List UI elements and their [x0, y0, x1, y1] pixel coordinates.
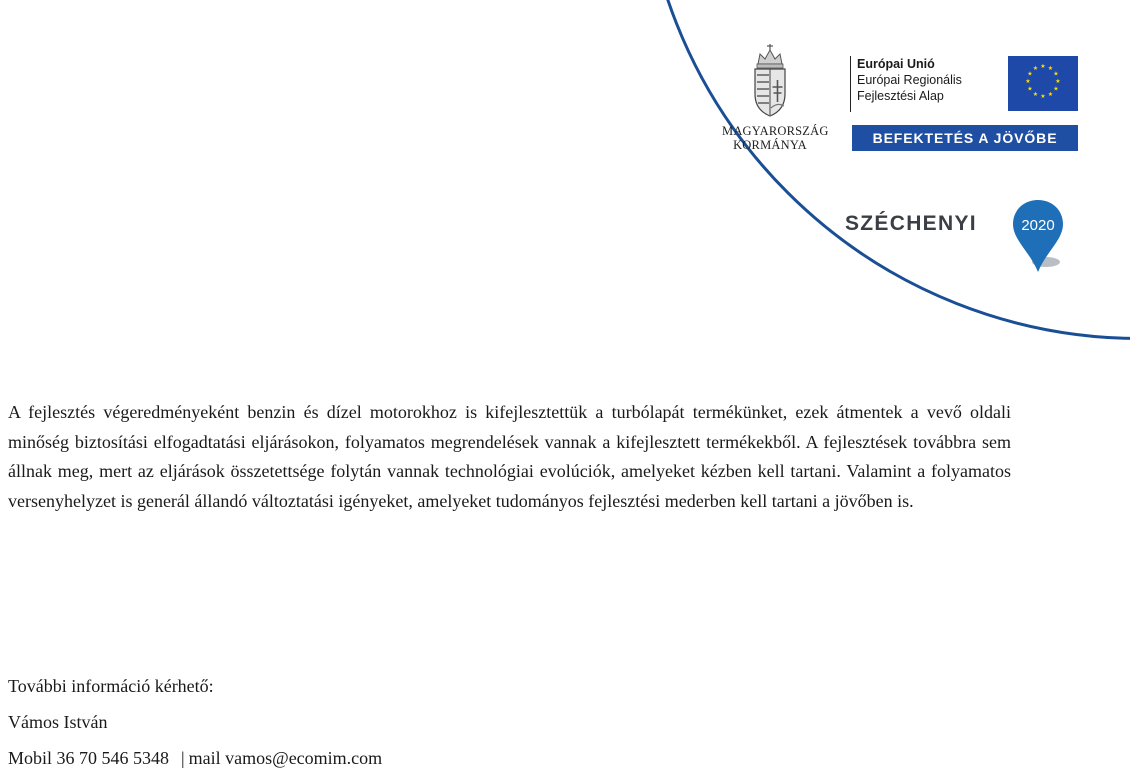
svg-text:★: ★	[1027, 85, 1033, 93]
contact-mail: mail vamos@ecomim.com	[188, 748, 383, 768]
contact-block	[8, 668, 382, 769]
svg-text:★: ★	[1040, 93, 1046, 100]
contact-name: Vámos István	[8, 712, 108, 732]
hungarian-coat-of-arms-icon	[750, 42, 790, 118]
eu-banner: BEFEKTETÉS A JÖVŐBE	[852, 125, 1078, 151]
contact-intro: További információ kérhető:	[8, 676, 214, 696]
eu-title: Európai Unió	[857, 57, 935, 71]
szechenyi-wordmark: SZÉCHENYI	[845, 212, 977, 235]
body-paragraph: A fejlesztés végeredményeként benzin és dízel motorokhoz is kifejlesztettük a turbólapát termékünket, ezek átmentek a vevő oldali minőség biztosítási elfogadtatási eljárásokon, folyamatos megrendelések vannak a kifejlesztett termékekből. A fejlesztések továbbra sem állnak meg, mert az eljárások összetettsége folytán vannak technológiai evolúciók, amelyeket kézben kell tartani. Valamint a folyamatos versenyhelyzet is generál állandó változtatási igényeket, amelyeket tudományos fejlesztési mederben kell tartani a jövőben is.	[8, 402, 1011, 511]
eu-fund-line1: Európai Regionális	[857, 73, 962, 87]
svg-text:★: ★	[1040, 63, 1046, 70]
szechenyi-logo	[845, 196, 1067, 276]
svg-text:★: ★	[1027, 70, 1033, 78]
szechenyi-year: 2020	[1021, 217, 1055, 234]
contact-mobile: Mobil 36 70 546 5348	[8, 748, 170, 768]
government-name-line2: KORMÁNYA	[733, 138, 807, 152]
decorative-arc	[640, 0, 1130, 340]
location-pin-icon	[1008, 196, 1068, 276]
svg-text:★: ★	[1032, 65, 1039, 72]
svg-text:★: ★	[1047, 65, 1054, 72]
svg-text:★: ★	[1055, 78, 1061, 85]
government-name-line1: MAGYARORSZÁG	[722, 124, 829, 138]
svg-text:★: ★	[1025, 78, 1031, 85]
svg-text:★: ★	[1032, 91, 1039, 98]
contact-separator: |	[181, 748, 185, 768]
contact-line	[8, 740, 382, 769]
government-logo	[722, 42, 829, 152]
eu-text-block	[850, 56, 997, 112]
svg-text:★: ★	[1053, 85, 1059, 93]
svg-text:★: ★	[1047, 91, 1054, 98]
svg-text:★: ★	[1053, 70, 1059, 78]
eu-flag-icon	[1008, 56, 1078, 111]
eu-fund-line2: Fejlesztési Alap	[857, 89, 944, 103]
